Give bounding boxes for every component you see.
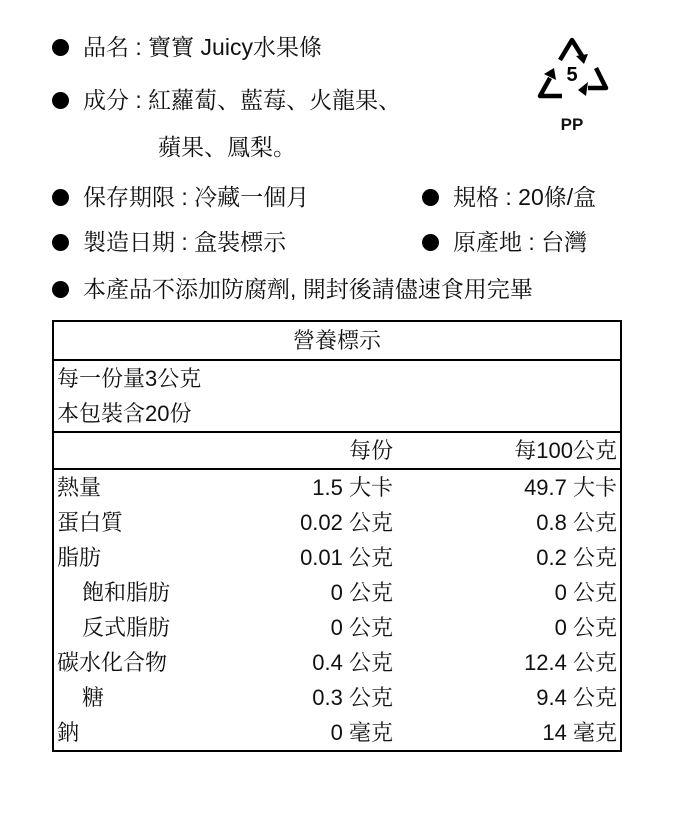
table-row	[53, 680, 621, 715]
per-serving-value: 0 公克	[330, 615, 393, 640]
product-name: 品名 : 寶寶 Juicy水果條	[83, 34, 322, 60]
col-per-100g: 每100公克	[396, 432, 621, 469]
nutrient-name: 熱量	[57, 475, 102, 500]
nutrient-name: 飽和脂肪	[82, 580, 171, 605]
per-100g-value: 14 毫克	[542, 720, 617, 745]
per-100g-value: 0.8 公克	[536, 510, 617, 535]
mfg-date-line	[52, 227, 286, 257]
nutrient-name: 脂肪	[57, 545, 102, 570]
per-100g-value: 12.4 公克	[524, 650, 617, 675]
per-100g-value: 49.7 大卡	[524, 475, 617, 500]
origin-line	[422, 227, 587, 257]
per-serving-value: 0 毫克	[330, 720, 393, 745]
bullet-icon	[52, 281, 69, 298]
origin: 原產地 : 台灣	[453, 229, 588, 255]
bullet-icon	[422, 189, 439, 206]
nutrient-name: 碳水化合物	[57, 650, 168, 675]
bullet-icon	[422, 234, 439, 251]
mfg-date: 製造日期 : 盒裝標示	[83, 229, 287, 255]
product-name-line	[52, 32, 322, 62]
table-row	[53, 715, 621, 751]
recycle-label: PP	[560, 115, 584, 134]
shelf-life: 保存期限 : 冷藏一個月	[83, 184, 310, 210]
per-serving-value: 0.4 公克	[312, 650, 393, 675]
table-row	[53, 540, 621, 575]
ingredients-line	[52, 85, 401, 115]
bullet-icon	[52, 39, 69, 56]
ingredients-cont: 蘋果、鳳梨。	[158, 134, 296, 160]
ingredients: 成分 : 紅蘿蔔、藍莓、火龍果、	[83, 87, 402, 113]
per-100g-value: 0.2 公克	[536, 545, 617, 570]
ingredients-line-2	[158, 132, 296, 162]
table-row	[53, 610, 621, 645]
nutrition-title: 營養標示	[53, 321, 621, 360]
nutrient-name: 蛋白質	[57, 510, 124, 535]
per-100g-value: 9.4 公克	[536, 685, 617, 710]
notice: 本產品不添加防腐劑, 開封後請儘速食用完畢	[83, 276, 533, 302]
shelf-life-line	[52, 182, 309, 212]
nutrient-name: 糖	[82, 685, 105, 710]
bullet-icon	[52, 234, 69, 251]
per-serving-value: 0.3 公克	[312, 685, 393, 710]
per-100g-value: 0 公克	[554, 615, 617, 640]
recycle-number: 5	[566, 64, 578, 86]
spec-line	[422, 182, 596, 212]
notice-line	[52, 274, 533, 304]
bullet-icon	[52, 189, 69, 206]
table-row	[53, 575, 621, 610]
spec: 規格 : 20條/盒	[453, 184, 597, 210]
per-serving-value: 0.01 公克	[300, 545, 393, 570]
bullet-icon	[52, 92, 69, 109]
per-serving-value: 1.5 大卡	[312, 475, 393, 500]
nutrient-name: 反式脂肪	[82, 615, 171, 640]
recycle-icon	[532, 34, 612, 134]
col-per-serving: 每份	[260, 432, 396, 469]
table-row	[53, 469, 621, 505]
per-serving-value: 0.02 公克	[300, 510, 393, 535]
serving-size: 每一份量3公克	[57, 366, 202, 391]
servings-per-package: 本包裝含20份	[53, 396, 621, 432]
nutrient-name: 鈉	[57, 720, 80, 745]
nutrition-table	[52, 320, 622, 752]
table-row	[53, 505, 621, 540]
per-serving-value: 0 公克	[330, 580, 393, 605]
per-100g-value: 0 公克	[554, 580, 617, 605]
table-row	[53, 645, 621, 680]
